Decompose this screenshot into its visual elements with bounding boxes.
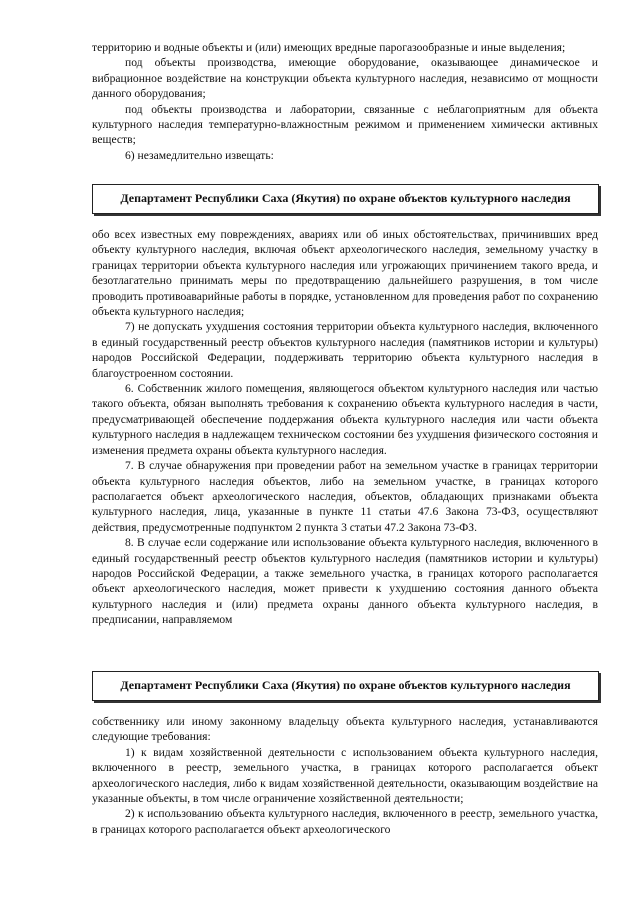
paragraph: 2) к использованию объекта культурного наследия, включенного в реестр, земельного участка, в границах которого располагается объект археологического [92,807,598,836]
paragraph: 8. В случае если содержание или использование объекта культурного наследия, включенного в единый государственный реестр объектов культурного наследия (памятников истории и культуры) народов Российской Федерации, а также земельного участка, в границах которого располагается объект археологического наследия, может привести к ухудшению состояния данного объекта культурного наследия и (или) предмета охраны данного объекта культурного наследия, в предписании, направляемом [92,536,598,627]
paragraph: обо всех известных ему повреждениях, авариях или об иных обстоятельствах, причинивших вред объекту культурного наследия, включая объект археологического наследия, земельному участку в границах территории объекта культурного наследия или угрожающих причинением такого вреда, и безотлагательно принимать меры по предотвращению дальнейшего разрушения, в том числе проводить противоаварийные работы в порядке, установленном для проведения работ по сохранению объекта культурного наследия; [92,228,598,319]
paragraph: 7. В случае обнаружения при проведении работ на земельном участке в границах территории объекта культурного наследия объектов, либо на земельном участке, в границах которого располагается объект археологического наследия, объектов, обладающих признаками объекта культурного наследия, лица, указанные в пункте 11 статьи 47.6 Закона 73-ФЗ, осуществляют действия, предусмотренные подпунктом 2 пункта 3 статьи 47.2 Закона 73-ФЗ. [92,459,598,534]
text-section-1 [92,40,598,163]
stamp-text: Департамент Республики Саха (Якутия) по охране объектов культурного наследия [120,191,571,206]
paragraph: территорию и водные объекты и (или) имеющих вредные парогазообразные и иные выделения; [92,41,566,54]
paragraph: 6. Собственник жилого помещения, являющегося объектом культурного наследия или частью такого объекта, обязан выполнять требования к сохранению объекта культурного наследия в части, предусматривающей обеспечение поддержания объекта культурного наследия или части объекта культурного наследия в надлежащем техническом состоянии без ухудшения физического состояния и изменения предмета охраны объекта культурного наследия. [92,382,598,457]
department-stamp [92,671,599,701]
paragraph: 1) к видам хозяйственной деятельности с использованием объекта культурного наследия, включенного в реестр, земельного участка, в границах которого располагается объект археологического наследия, либо к видам хозяйственной деятельности, оказывающим воздействие на указанные объекты, в том числе ограничение хозяйственной деятельности; [92,745,598,806]
paragraph: под объекты производства, имеющие оборудование, оказывающее динамическое и вибрационное воздействие на конструкции объекта культурного наследия, независимо от мощности данного оборудования; [92,56,598,101]
paragraph: под объекты производства и лаборатории, связанные с неблагоприятным для объекта культурного наследия температурно-влажностным режимом и применением химически активных веществ; [92,102,598,147]
paragraph: 7) не допускать ухудшения состояния территории объекта культурного наследия, включенного в единый государственный реестр объектов культурного наследия (памятников истории и культуры) народов Российской Федерации, поддерживать территорию объекта культурного наследия в благоустроенном состоянии. [92,320,598,380]
department-stamp [92,184,599,214]
stamp-text: Департамент Республики Саха (Якутия) по охране объектов культурного наследия [120,678,571,693]
paragraph: собственнику или иному законному владельцу объекта культурного наследия, устанавливаются следующие требования: [92,715,598,744]
text-section-3 [92,714,598,837]
paragraph: 6) незамедлительно извещать: [125,148,274,162]
text-section-2 [92,227,598,628]
